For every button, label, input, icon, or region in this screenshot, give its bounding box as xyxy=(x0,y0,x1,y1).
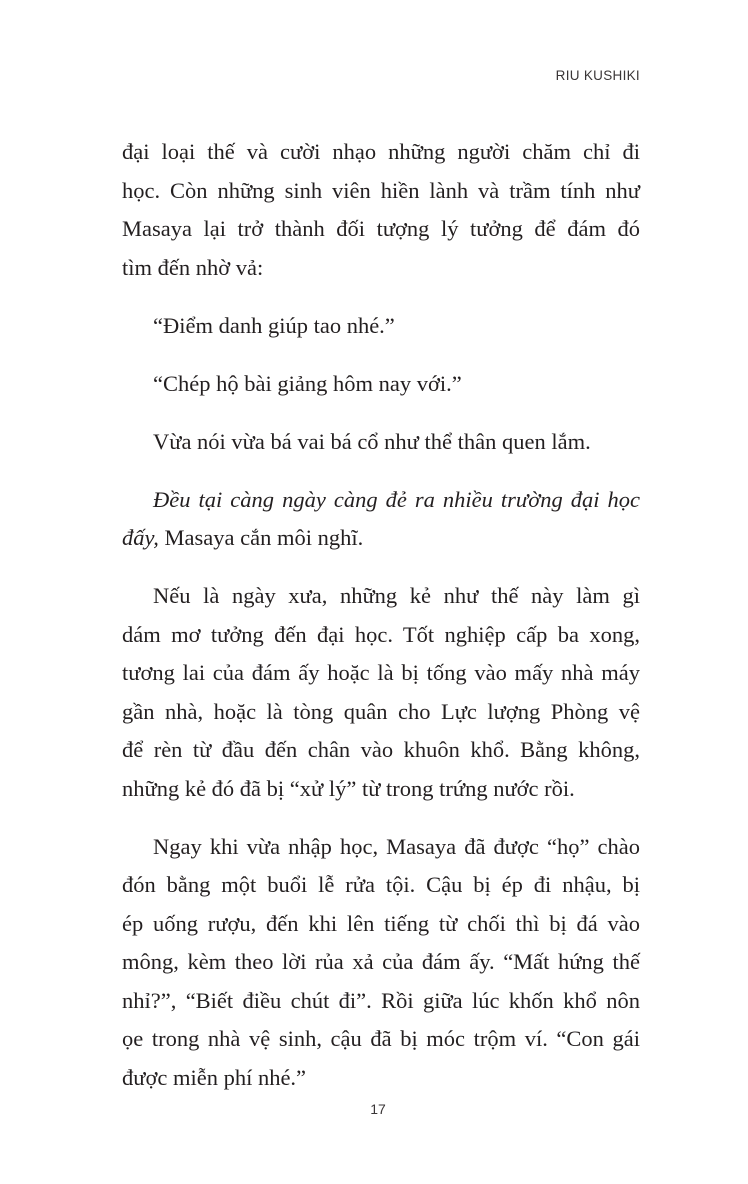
paragraph xyxy=(122,133,640,287)
paragraph xyxy=(122,423,640,462)
text-line xyxy=(122,519,640,558)
text-line: dám mơ tưởng đến đại học. Tốt nghiệp cấp ba xong, xyxy=(122,621,640,647)
text-line: Ngay khi vừa nhập học, Masaya đã được “họ” chào xyxy=(153,833,640,859)
text: Masaya cắn môi nghĩ. xyxy=(158,525,364,550)
text-line: tìm đến nhờ vả: xyxy=(122,254,264,280)
page-number: 17 xyxy=(370,1101,386,1117)
dialogue-paragraph xyxy=(122,307,640,346)
italic-text-line: Đều tại càng ngày càng đẻ ra nhiều trường đại học xyxy=(153,486,640,512)
body-text xyxy=(122,133,640,1117)
dialogue-paragraph xyxy=(122,365,640,404)
text-line: Masaya lại trở thành đối tượng lý tưởng để đám đó xyxy=(122,216,640,241)
text-line: nhỉ?”, “Biết điều chút đi”. Rồi giữa lúc khốn khổ nôn xyxy=(122,987,640,1013)
text-line: ọe trong nhà vệ sinh, cậu đã bị móc trộm ví. “Con gái xyxy=(122,1026,640,1051)
text-line: đại loại thế và cười nhạo những người chăm chỉ đi xyxy=(122,139,640,164)
paragraph xyxy=(122,828,640,1098)
text-line: để rèn từ đầu đến chân vào khuôn khổ. Bằng không, xyxy=(122,737,640,762)
text-line: Vừa nói vừa bá vai bá cổ như thể thân quen lắm. xyxy=(153,428,591,454)
italic-text: đấy, xyxy=(122,525,159,550)
running-header: RIU KUSHIKI xyxy=(555,68,640,83)
text-line: học. Còn những sinh viên hiền lành và trầm tính như xyxy=(122,177,640,203)
text-line: đón bằng một buổi lễ rửa tội. Cậu bị ép đi nhậu, bị xyxy=(122,872,640,897)
text-line: Nếu là ngày xưa, những kẻ như thế này làm gì xyxy=(153,583,640,608)
text-line: những kẻ đó đã bị “xử lý” từ trong trứng nước rồi. xyxy=(122,775,575,801)
text-line: tương lai của đám ấy hoặc là bị tống vào mấy nhà máy xyxy=(122,660,640,685)
paragraph xyxy=(122,577,640,808)
text-line: “Chép hộ bài giảng hôm nay với.” xyxy=(153,370,462,396)
text-line: gần nhà, hoặc là tòng quân cho Lực lượng Phòng vệ xyxy=(122,698,640,724)
text-line: được miễn phí nhé.” xyxy=(122,1064,307,1090)
text-line: “Điểm danh giúp tao nhé.” xyxy=(153,312,395,338)
thought-paragraph xyxy=(122,481,640,558)
text-line: mông, kèm theo lời rủa xả của đám ấy. “Mất hứng thế xyxy=(122,949,640,974)
text-line: ép uống rượu, đến khi lên tiếng từ chối thì bị đá vào xyxy=(122,910,640,936)
